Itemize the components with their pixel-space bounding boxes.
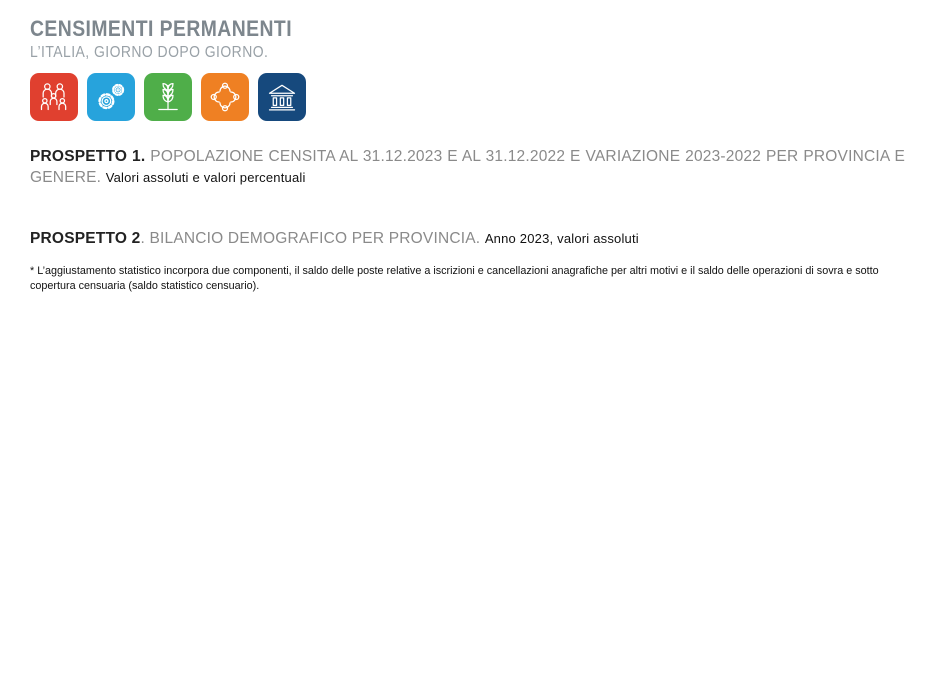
logo-title: CENSIMENTI PERMANENTI (30, 16, 293, 41)
institutions-building-icon (258, 73, 306, 121)
prospetto2-subtitle: Anno 2023, valori assoluti (484, 231, 639, 246)
prospetto1-label: PROSPETTO 1. (30, 148, 146, 165)
logo-header (30, 16, 905, 121)
logo-subtitle: L’ITALIA, GIORNO DOPO GIORNO. (30, 44, 269, 61)
nonprofit-community-icon (201, 73, 249, 121)
prospetto2-title (30, 228, 905, 249)
footnote: * L’aggiustamento statistico incorpora due componenti, il saldo delle poste relative a iscrizioni e cancellazioni anagrafiche per altri motivi e il saldo delle operazioni di sovra e sotto copertura censuaria (saldo statistico censuario). (30, 265, 879, 293)
prospetto2-title-text: . BILANCIO DEMOGRAFICO PER PROVINCIA. (140, 230, 481, 247)
prospetto1-title-text: POPOLAZIONE CENSITA AL 31.12.2023 E AL 31.12.2022 E VARIAZIONE 2023-2022 PER PROVINCIA E GENERE. (30, 148, 906, 186)
census-icon-row (30, 73, 905, 121)
prospetto2-label: PROSPETTO 2 (30, 230, 141, 247)
industry-gears-icon (87, 73, 135, 121)
population-family-icon (30, 73, 78, 121)
agriculture-wheat-icon (144, 73, 192, 121)
prospetto1-subtitle: Valori assoluti e valori percentuali (105, 170, 306, 185)
prospetto1-title (30, 146, 905, 188)
